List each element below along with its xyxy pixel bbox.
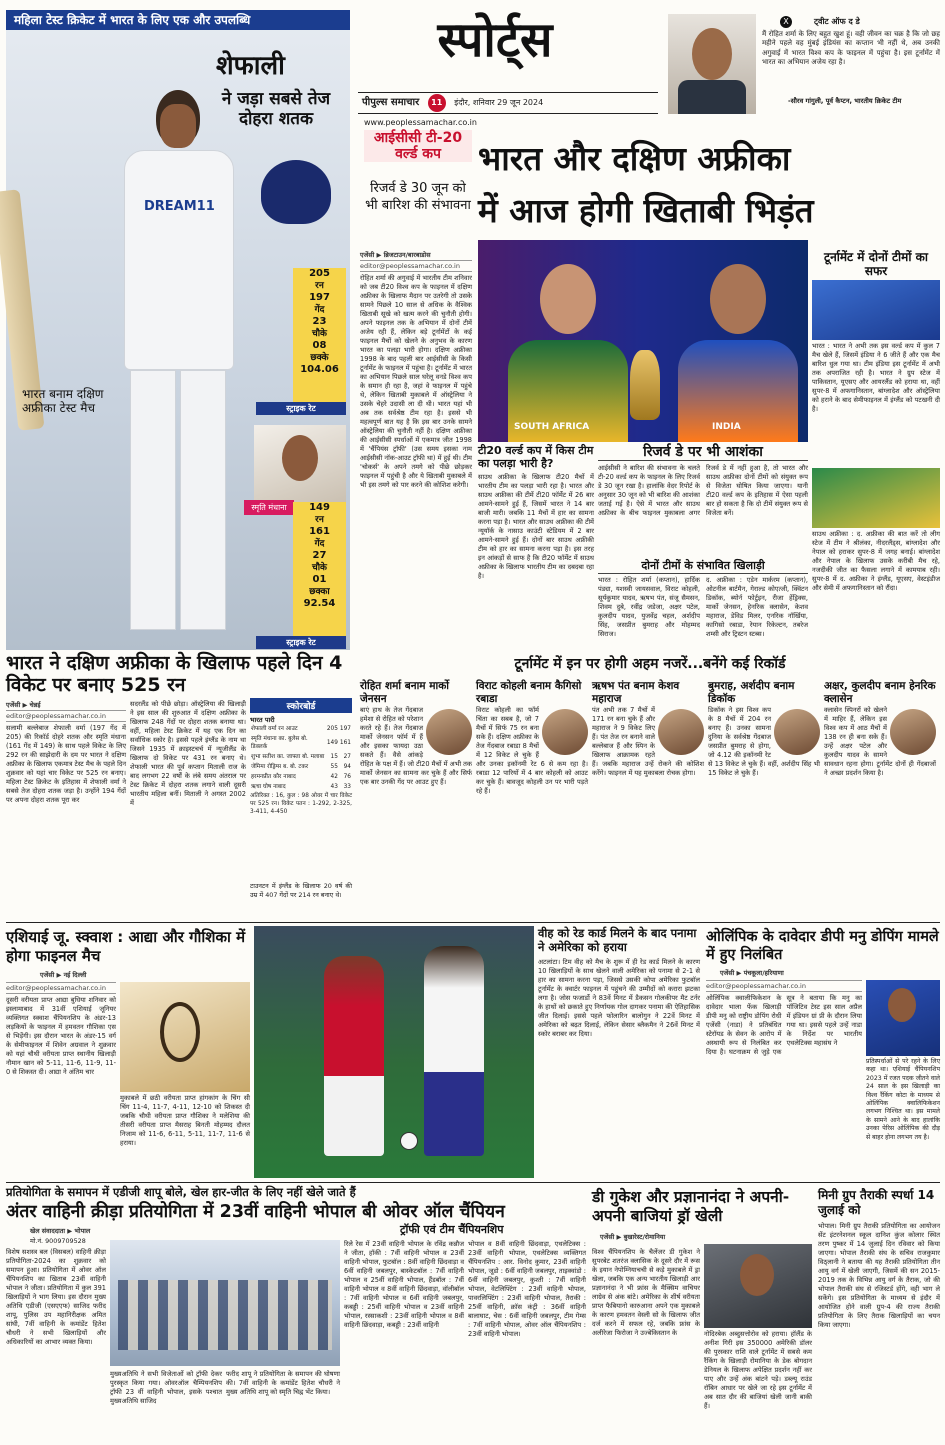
reserve-day	[598, 444, 808, 574]
interbat-col3: फरीद शापू ने प्रतियोगिता के समापन की घोषणा की। 7वीं वाहिनी के कमांडेंट हितेश चौधरी ने मुख्य अतिथि शापू को स्मृति चिह्न भेंट किया।	[226, 1370, 340, 1396]
batter-balls: 94	[343, 764, 351, 770]
smriti-label: स्मृति मंधाना	[244, 500, 294, 515]
batter-name: स्मृति मंधाना का. बुलेस बो. डिक्लर्क	[251, 736, 308, 750]
website: www.peoplessamachar.co.in	[364, 118, 477, 127]
interbat-byline: खेल संवाददाता ▶ भोपाल	[30, 1227, 91, 1235]
batter-balls: 33	[343, 784, 351, 790]
batter-name: शेफाली वर्मा रन आउट	[251, 726, 298, 732]
sa-jersey-text: SOUTH AFRICA	[514, 422, 590, 432]
stat-fours: 23 चौके	[312, 316, 327, 339]
doping-byline: एजेंसी ▶ पंचकूला/हरियाणा	[720, 969, 784, 977]
masthead-title: स्पोर्ट्स	[437, 12, 553, 68]
squash-headline: एशियाई जू. स्क्वाश : आद्या और गौशिका में होगा फाइनल मैच	[6, 928, 246, 965]
smriti-balls: 161 गेंद	[309, 526, 330, 549]
shafali-section	[6, 10, 350, 650]
smriti-fours: 27 चौके	[312, 550, 327, 573]
scoreboard-row	[250, 734, 352, 752]
batter-balls: 76	[343, 774, 351, 780]
india-team-photo	[812, 280, 940, 340]
tweet-label: ट्वीट ऑफ द डे	[814, 17, 860, 26]
scoreboard-row	[250, 782, 352, 792]
stat-balls: 197 गेंद	[309, 292, 330, 315]
chess-col1: विश्व चैंपियनशिप के चैलेंजर डी गुकेश ने सुपरबेट शतरंज क्लासिक के दूसरे दौर में रूस के इयान नेपोम्नियाचची से कड़े मुकाबले में ड्रा खेला, जबकि एक अन्य भारतीय खिलाड़ी आर प्रज्ञानानंदा ने भी फ्रांस के मैक्सिम वाचियर लाग्रेव से अंक बांटे। अमेरिका के शीर्ष वरीयता प्राप्त फैबियानो कारुआना अपने एक मुकाबले के कारण हमवतन वेस्ली सो के खिलाफ जीत दर्ज करने में सफल रहे, जबकि फ्रांस के अलीरेजा फिरोजा ने उज्बेकिस्तान के	[592, 1248, 700, 1337]
ball-icon	[400, 1132, 418, 1150]
mini-body: भोपाल। मिनी ग्रुप तैराकी प्रतियोगिता का आयोजन सेंट इंटरनेशनल स्कूल दानिश कुंज कोलार स्थित तरण पुष्कर में 14 जुलाई दिन रविवार को किया जाएगा। भोपाल तैराकी संघ के सचिव राजकुमार विठ्लानी ने बताया की यह तैराकी प्रतियोगिता तीन आयु वर्ग में खेली जाएगी, जिसमें की सन 2015-2019 तक के विभिन्न आयु वर्ग के तैराक, जो की भोपाल तैराकी संघ से रजिस्टर्ड होंगे, वही भाग ले सकेंगे। इस प्रतियोगिता के माध्यम से इंदौर में आयोजित होने वाली ग्रुप-4 की राज्य तैराकी प्रतियोगिता के लिए तैराक खिलाड़ियों का चयन किया जाएगा।	[818, 1222, 940, 1329]
chess-col2: नोदिरबेक अब्दुसत्तोरोव को हराया। हॉलैंड के अनीश गिरी इस 350000 अमेरिकी डॉलर की पुरस्कार राशि वाले टूर्नामेंट में सबसे कम रैंकिंग के खिलाड़ी रोमानिया के डेक बोगदान डेनियल के खिलाफ अपेक्षित प्रदर्शन नहीं कर पाए और उन्हें अंक बांटने पड़े। डब्ल्यू राउंड रॉबिन आधार पर खेले जा रहे इस टूर्नामेंट में अब सात दौर की बाजियां खेली जानी बाकी हैं।	[704, 1330, 812, 1410]
scoreboard-row	[250, 752, 352, 762]
shafali-headline-text: ने जड़ा सबसे तेज दोहरा शतक	[221, 89, 331, 129]
squash-body: दूसरी वरीयता प्राप्त आद्या बुधिया शनिवार को इस्लामाबाद में 31वीं एशियाई जूनियर व्यक्तिगत स्क्वाश चैंपियनशिप के अंडर-13 लड़कियों के फाइनल में हमवतन गौशिका एस से भिड़ेंगी। इस दौरान भारत के अंडर-15 वर्ग के सेमीफाइनल में शिवेन अग्रवाल ने शुक्रवार को यहां चौथी वरीयता प्राप्त स्थानीय खिलाड़ी नौमान खान को 5-11, 11-6, 11-9, 11-0 से शिकस्त दी। आद्या ने अंतिम चार	[6, 996, 116, 1076]
records-headline: टूर्नामेंट में इन पर होगी अहम नजरें...बनेंगे कई रिकॉर्ड	[514, 656, 786, 672]
main-headline-2: में आज होगी खिताबी भिड़ंत	[478, 191, 814, 230]
panama-story	[538, 926, 700, 1178]
squash-photo	[120, 982, 250, 1092]
top-banner: महिला टेस्ट क्रिकेट में भारत के लिए एक और उपलब्धि	[6, 10, 350, 30]
rain-byline: एजेंसी ▶ ब्रिजटाउन/बारबाडोस	[360, 251, 431, 259]
smriti-sr: 92.54	[303, 598, 336, 609]
gukesh-photo	[704, 1244, 812, 1328]
batter-balls: 27	[343, 754, 351, 760]
reserve-body: आईसीसी ने बारिश की संभावना के चलते टी-20 वर्ल्ड कप के फाइनल के लिए रिजर्व डे 30 जून रखा है। हालांकि वेदर रिपोर्ट के अनुसार 30 जून को भी बारिश की आशंका जताई गई है। ऐसे में भारत और साउथ अफ्रीका के बीच फाइनल मुकाबला अगर रिजर्व डे में नहीं हुआ है, तो भारत और साउथ अफ्रीका दोनों टीमों को संयुक्त रूप से विजेता घोषित किया जाएगा। यानी टी20 वर्ल्ड कप के इतिहास में ऐसा पहली बार हो सकता है कि दो टीमें संयुक्त रूप से विजेता बनें।	[598, 464, 808, 518]
day1-email: editor@peoplessamachar.co.in	[6, 710, 126, 722]
interbat-headline: अंतर वाहिनी क्रीड़ा प्रतियोगिता में 23वीं वाहिनी भोपाल बी ओवर ऑल चैंपियन	[6, 1202, 505, 1222]
day1-byline: एजेंसी ▶ चेन्नई	[6, 701, 41, 709]
shafali-sr-label: स्ट्राइक रेट	[256, 402, 346, 415]
h2h-headline: टी20 वर्ल्ड कप में किस टीम का पलड़ा भारी है?	[478, 444, 594, 470]
smriti-sixes: 01 छक्का	[309, 574, 330, 597]
sa-team-photo	[812, 468, 940, 528]
record-headline: अक्षर, कुलदीप बनाम हेनरिक क्लासेन	[824, 680, 936, 705]
rain-headline: रिजर्व डे 30 जून को भी बारिश की संभावना	[365, 181, 471, 213]
day1-col3: टाउनटन में इंग्लैंड के खिलाफ 20 वर्ष की उम्र में 407 गेंदों पर 214 रन बनाए थे।	[250, 882, 352, 899]
record-body: पंत अभी तक 7 मैचों में 171 रन बना चुके हैं और महाराज ने 9 विकेट लिए हैं। पंत तेज रन बनाने वाले बल्लेबाज हैं और स्पिन के खिलाफ आक्रामक रहते हैं। जबकि महाराज उन्हें रोकने की कोशिश करेंगे। फाइनल में यह मुकाबला रोचक होगा।	[592, 706, 704, 777]
batter-runs: 149	[326, 740, 338, 746]
interbat-col1: विशेष सशस्त्र बल (विसबल) वाहिनी क्रीड़ा प्रतियोगिता-2024 का शुक्रवार को समापन हुआ। प्रतियोगिता में ओवर ऑल चैंपियनशिप का खिताब 23वीं वाहिनी भोपाल ने जीता। प्रतियोगिता में कुल 391 खिलाड़ियों ने भाग लिया। इस दौरान मुख्य अतिथि एडीजी (एसएएफ) साजिद फरीद शापू, पुलिस उप महानिरीक्षक अमित सांघी, 7वीं वाहिनी के कमांडेंट हितेश चौधरी ने सभी खिलाड़ियों और अधिकारियों का आभार व्यक्त किया।	[6, 1248, 106, 1346]
batter-balls: 197	[339, 726, 351, 732]
scoreboard-title: स्कोरबोर्ड	[250, 698, 352, 713]
interbat-mobile: मो.नं. 9009709528	[30, 1237, 86, 1245]
player-figure	[116, 90, 236, 650]
ganguly-photo	[668, 14, 756, 114]
scoreboard-row	[250, 762, 352, 772]
player-headshot	[426, 709, 472, 755]
jersey-sponsor: DREAM11	[144, 199, 215, 214]
paper-name: पीपुल्स समाचार	[362, 97, 420, 108]
record-item	[824, 680, 936, 916]
record-body: विराट कोहली का फॉर्म चिंता का सबब है, जो 7 मैचों में सिर्फ 75 रन बना सके हैं। दक्षिण अफ्रीका के तेज गेंदबाज रबाडा 8 मैचों में 12 विकेट ले चुके हैं और उनका इकॉनमी रेट 6 से कम रहा है। रबाडा 12 पारियों में 4 बार कोहली को आउट कर चुके हैं। बावजूद कोहली उन पर भारी पड़ते रहे हैं।	[476, 706, 588, 795]
sa-captain	[508, 254, 628, 442]
masthead-strip	[358, 92, 658, 127]
tweet-author: -सौरव गांगुली, पूर्व कैप्टन, भारतीय क्रिकेट टीम	[788, 97, 902, 105]
record-item	[476, 680, 588, 916]
scoreboard-row	[250, 772, 352, 782]
batter-name: हरमनप्रीत कौर नाबाद	[251, 774, 296, 780]
rain-body: रोहित शर्मा की अगुवाई में भारतीय टीम शनिवार को जब टी20 विश्व कप के फाइनल में दक्षिण अफ्रीका के खिलाफ मैदान पर उतरेगी तो उसके सामने पिछले 10 साल से अधिक के वैश्विक खिताबी सूखे को खत्म करने की चुनौती होगी। अपने फाइनल तक के अभियान में दोनों टीमें अजेय रही हैं, लेकिन बड़े टूर्नामेंटों के कई फाइनल मैचों को खेलने के अनुभव के कारण भारत का पलड़ा भारी होगा। दक्षिण अफ्रीका 1998 के बाद पहली बार आईसीसी के किसी टूर्नामेंट के फाइनल में पहुंचा है। टूर्नामेंट में भारत का अभियान पिछले साल घरेलू वनडे विश्व कप के समान ही रहा है, जहां वे फाइनल में पहुंचे थे, लेकिन खिताबी मुकाबले में ऑस्ट्रेलिया ने उसके चेहरे उदासी ला दी थी। भारत यहां भी अब तक सर्वश्रेष्ठ टीम रहा है। इससे भी महत्वपूर्ण बात यह है कि इस बार उनके सामने ऑस्ट्रेलिया की चुनौती नहीं है। दक्षिण अफ्रीका की आईसीसी स्पर्धाओं में एकमात्र जीत 1998 में 'चैंपियंस ट्रॉफी' (उस समय इसका नाम आईसीसी नॉक-आउट ट्रॉफी था) में हुई थी। टीम 'चोकर्स' के अपने तमगे को पीछे छोड़कर फाइनल में पहुंची है और ये खिताबी मुकाबले में भी इस तमगे को पार करने की कोशिश करेगी।	[360, 274, 472, 489]
batter-name: ऋचा घोष नाबाद	[251, 784, 286, 790]
tweet-box	[668, 14, 940, 118]
stat-sixes: 08 छक्के	[310, 340, 329, 363]
h2h-body: साउथ अफ्रीका के खिलाफ टी20 मैचों में भारतीय टीम का पलड़ा भारी रहा है। भारत और साउथ अफ्रीका की टीमें टी20 फॉर्मेट में 26 बार आमने-सामने हुई हैं, जिसमें भारत ने 14 बार बाजी मारी। जबकि 11 मैचों में हार का सामना करना पड़ा है। भारत और साउथ अफ्रीका की टीमें न्यूयॉर्क के नासाउ काउंटी स्टेडियम में 2 बार आमने-सामने हुई हैं। दोनों बार साउथ अफ्रीकी टीम को हार का सामना करना पड़ा है। इस तरह इन आंकड़ों से साफ है कि टी20 फॉर्मेट में साउथ अफ्रीका के खिलाफ भारतीय टीम का दबदबा रहा है।	[478, 473, 594, 580]
smriti-sr-label: स्ट्राइक रेट	[256, 636, 346, 649]
record-item	[592, 680, 704, 916]
day1-headline: भारत ने दक्षिण अफ्रीका के खिलाफ पहले दिन 4 विकेट पर बनाए 525 रन	[6, 652, 343, 696]
scoreboard-team: भारत पारी	[250, 716, 275, 724]
xi-sa: द. अफ्रीका : एडेन मार्करम (कप्तान), ओटनील बार्टमैन, गेराल्ड कोएत्जी, क्विंटन डिकॉक, ब्योर्न फोर्टुइन, रीजा हेंड्रिक्स, मार्को जेनसन, हेनरिक क्लासेन, केशव महाराज, डेविड मिलर, एनरिक नॉर्खिया, कागिसो रबाडा, रेयान रिकेल्टन, तबरेज शम्सी और ट्रिस्टन स्टब्स।	[706, 576, 808, 638]
x-logo-icon: X	[780, 16, 792, 28]
shafali-headline-name: शेफाली	[216, 51, 285, 81]
main-headline-1: भारत और दक्षिण अफ्रीका	[478, 139, 791, 178]
interbat-col5: भोपाल व 8वीं वाहिनी छिंदवाड़ा, एथलेटिक्स : 23वीं वाहिनी भोपाल, एथलेटिक्स व्यक्तिगत चैंपियनशिप : आर. विनोद कुमार, 23वीं वाहिनी भोपाल, जूडो : 6वीं वाहिनी जबलपुर, ताइक्वांडो : 6वीं वाहिनी जबलपुर, कुश्ती : 7वीं वाहिनी भोपाल, वेटलिफ्टिंग : 23वीं वाहिनी भोपाल, पावरलिफ्टिंग : 23वीं वाहिनी भोपाल, तैराकी : 25वीं वाहिनी, क्रॉस कंट्री : 36वीं वाहिनी बालाघाट, चेस : 6वीं वाहिनी जबलपुर, टीम गेम्स : 7वीं वाहिनी भोपाल, ओवर ऑल चैंपियनशिप : 23वीं वाहिनी भोपाल।	[468, 1240, 586, 1338]
helmet-icon	[261, 160, 331, 224]
squash-body2: मुकाबले में छठी वरीयता प्राप्त हांगकांग के चिंग सी चिंग 11-4, 11-7, 4-11, 12-10 को शिकस्त दी जबकि चौथी वरीयता प्राप्त गौशिका ने मलेशिया की तीसरी वरीयता प्राप्त मैसराह बिनती मोहम्मद दौलत निजाम को 11-6, 6-11, 5-11, 11-7, 11-6 से हराया।	[120, 1094, 250, 1147]
stat-runs: 205 रन	[309, 268, 330, 291]
captains-photo	[478, 240, 808, 442]
record-item	[708, 680, 820, 916]
squash-byline: एजेंसी ▶ नई दिल्ली	[40, 971, 87, 979]
manu-photo	[866, 980, 940, 1056]
record-item	[360, 680, 472, 916]
batter-name: जेमिमा रोड्रिग्स ब. बो. टकर	[251, 764, 309, 770]
rain-kicker: आईसीसी टी-20 वर्ल्ड कप	[364, 130, 472, 162]
journey-section	[812, 250, 940, 650]
panama-headline: वीह को रेड कार्ड मिलने के बाद पनामा ने अमेरिका को हराया	[538, 926, 697, 954]
player-headshot	[890, 709, 936, 755]
interbat-sub: ट्रॉफी एवं टीम चैंपियनशिप	[400, 1223, 504, 1236]
mini-headline: मिनी ग्रुप तैराकी स्पर्धा 14 जुलाई को	[818, 1188, 935, 1217]
smriti-photo	[254, 425, 346, 505]
shafali-stats	[293, 268, 346, 402]
chess-byline: एजेंसी ▶ बुखारेस्ट/रोमानिया	[600, 1233, 666, 1241]
scoreboard-row	[250, 724, 352, 734]
player-white	[424, 946, 484, 1156]
journey-headline: टूर्नामेंट में दोनों टीमों का सफर	[824, 250, 928, 278]
dateline: इंदौर, शनिवार 29 जून 2024	[454, 98, 544, 107]
smriti-stats	[293, 502, 346, 636]
scoreboard-extra: अतिरिक्त : 16, कुल : 98 ओवर में चार विकेट पर 525 रन। विकेट पतन : 1-292, 2-325, 3-411, 4-450	[250, 793, 352, 815]
journey-india: भारत : भारत ने अभी तक इस वर्ल्ड कप में कुल 7 मैच खेले हैं, जिसमें इंडिया ने 6 जीते हैं और एक मैच बारिश धुल गया था। टीम इंडिया इस टूर्नामेंट में अभी तक अपराजित रही है। भारत ने ग्रुप स्टेज में पाकिस्तान, यूएसए और आयरलैंड को हराया था, वहीं सुपर-8 में अफगानिस्तान, बांग्लादेश और ऑस्ट्रेलिया को हराने के बाद सेमीफाइनल में इंग्लैंड को पटखनी दी है।	[812, 342, 940, 413]
scoreboard	[250, 698, 352, 916]
doping-email: editor@peoplessamachar.co.in	[706, 980, 862, 992]
head-to-head	[478, 444, 594, 650]
player-red	[324, 956, 384, 1156]
doping-headline: ओलिंपिक के दावेदार डीपी मनु डोपिंग मामले में हुए निलंबित	[706, 929, 939, 963]
tweet-text: मैं रोहित शर्मा के लिए बहुत खुश हूं। वही जीवन का चक्र है कि जो छह महीने पहले वह मुंबई इंडियंस का कप्तान भी नहीं थे, अब उनकी अगुवाई में भारत विश्व कप के फाइनल में पहुंचा है। इस टूर्नामेंट में भारत का अभियान अजेय रहा है।	[762, 30, 940, 67]
rain-email: editor@peoplessamachar.co.in	[360, 260, 472, 272]
in-jersey-text: INDIA	[712, 422, 741, 432]
interbat-col2: मुख्यअतिथि ने सभी विजेताओं को ट्रॉफी देकर पुरस्कृत किया गया। ओवरऑल चैम्पियनशिप ट्रॉफी 23 वीं वाहिनी भोपाल, इसके पश्चात मुख्यअतिथि साजिद	[110, 1370, 222, 1405]
batter-runs: 205	[326, 726, 338, 732]
interbat-kicker: प्रतियोगिता के समापन में एडीजी शापू बोले, खेल हार-जीत के लिए नहीं खेले जाते हैं	[6, 1185, 356, 1199]
journey-sa: साउथ अफ्रीका : द. अफ्रीका की बात करें तो लीग स्टेज में टीम ने श्रीलंका, नीदरलैंड्स, बांग्लादेश और नेपाल को हराकर सुपर-8 में जगह बनाई। बांग्लादेश और नेपाल के खिलाफ उसके करीबी मैच रहे, नजदीकी जीत का फैसला लगाने में कामयाब रही। सुपर-8 में द. अफ्रीका ने इंग्लैंड, यूएसए, वेस्टइंडीज और सेमी में अफगानिस्तान को रौंदा।	[812, 530, 940, 592]
reserve-headline: रिजर्व डे पर भी आशंका	[598, 444, 808, 461]
scoreboard-table	[250, 724, 352, 792]
batter-runs: 43	[330, 784, 338, 790]
interbat-photo	[110, 1240, 340, 1366]
records-grid	[360, 680, 940, 916]
xi-india: भारत : रोहित शर्मा (कप्तान), हार्दिक पंड्या, यशस्वी जायसवाल, विराट कोहली, सूर्यकुमार यादव, ऋषभ पंत, संजू सैमसन, शिवम दुबे, रवींद्र जडेजा, अक्षर पटेल, कुलदीप यादव, युजवेंद्र चहल, अर्शदीप सिंह, जसप्रीत बुमराह और मोहम्मद सिराज।	[598, 576, 700, 638]
batter-runs: 15	[330, 754, 338, 760]
record-headline: बुमराह, अर्शदीप बनाम डिकॉक	[708, 680, 795, 705]
batter-runs: 42	[330, 774, 338, 780]
rain-story	[360, 128, 472, 648]
batter-runs: 55	[330, 764, 338, 770]
football-photo	[254, 926, 534, 1178]
chess-headline: डी गुकेश और प्रज्ञानानंदा ने अपनी-अपनी बाजियां ड्रॉ खेली	[592, 1188, 790, 1225]
record-headline: विराट कोहली बनाम कैगिसो रबाडा	[476, 680, 582, 705]
trophy-icon	[630, 350, 660, 420]
batter-name: शुभा सतीश का. जाफ्ता बो. मलाबा	[251, 754, 325, 760]
record-headline: रोहित शर्मा बनाम मार्को जेनसन	[360, 680, 450, 705]
record-body: डिकॉक ने इस विश्व कप के 8 मैचों में 204 रन बनाए हैं। उनका सामना दुनिया के सर्वश्रेष्ठ गेंदबाज जसप्रीत बुमराह से होगा, जो 4.12 की इकॉनमी रेट से 13 विकेट ले चुके हैं। वहीं, अर्शदीप सिंह भी 15 विकेट ले चुके हैं।	[708, 706, 820, 777]
player-headshot	[658, 709, 704, 755]
squash-email: editor@peoplessamachar.co.in	[6, 982, 116, 994]
record-body: बाएं हाथ के तेज गेंदबाज हमेशा से रोहित को परेशान करते रहे हैं। तेज गेंदबाज मार्को जेनसन फॉर्म में हैं और इसका फायदा उठा सकते हैं। वैसे आंकड़े रोहित के पक्ष में हैं। जो टी20 मैचों में अभी तक मार्को जेनसन का सामना कर चुके हैं और सिर्फ एक बार उनकी गेंद पर आउट हुए हैं।	[360, 706, 472, 786]
batter-balls: 161	[339, 740, 351, 746]
day1-col1: सलामी बल्लेबाज शेफाली वर्मा (197 गेंद में 205) की रिकॉर्ड दोहरे शतक और स्मृति मंधाना (161 गेंद में 149) के साथ पहले विकेट के लिए 292 रन की साझेदारी के दम पर भारत ने दक्षिण अफ्रीका के खिलाफ एकमात्र टेस्ट मैच के पहले दिन शुक्रवार को यहां चार विकेट पर 525 रन बनाए। महिला टेस्ट क्रिकेट के इतिहास में शेफाली वर्मा ने सबसे तेज दोहरा शतक जड़ा है। उन्होंने 194 गेंदों पर अपना दोहरा शतक पूरा कर	[6, 724, 126, 804]
xi-headline: दोनों टीमों के संभावित खिलाड़ी	[598, 560, 808, 574]
smriti-runs: 149 रन	[309, 502, 330, 525]
page-number: 11	[428, 94, 446, 112]
match-caption: भारत बनाम दक्षिण अफ्रीका टेस्ट मैच	[22, 387, 104, 415]
player-headshot	[774, 709, 820, 755]
day1-col2: सदरलैंड को पीछे छोड़ा। ऑस्ट्रेलिया की खिलाड़ी ने इस साल की शुरुआत में दक्षिण अफ्रीका के खिलाफ 248 गेंदों पर दोहरा शतक बनाया था। वहीं, महिला टेस्ट क्रिकेट में यह एक दिन का सर्वाधिक स्कोर है। इससे पहले इंग्लैंड के नाम था जिसने 1935 में क्राइस्टचर्च में न्यूजीलैंड के खिलाफ दो विकेट पर 431 रन बनाए थे। शेफाली भारत की पूर्व कप्तान मिताली राज के बाद लगभग 22 वर्षों के लंबे समय अंतराल पर टेस्ट क्रिकेट में दोहरा शतक लगाने वाली दूसरी भारतीय महिला बनीं। मिताली ने अगस्त 2002 में	[130, 700, 246, 807]
doping-col1: ओलिंपिक क्वालीफिकेशन के दावेदार भाला फेंक खिलाड़ी डीपी मनु को राष्ट्रीय डोपिंग रोधी एजेंसी (नाडा) ने प्रतिबंधित स्टेरॉयड के सेवन के आरोप में अस्थायी रूप से निलंबित कर दिया है। घटनाक्रम से जुड़े एक सूत्र ने बताया कि मनु का पॉजिटिव टेस्ट इस साल अप्रैल में इंडियन ग्रां प्री के दौरान लिया गया था। इससे पहले उन्हें नाडा के निर्देश पर भारतीय एथलेटिक्स महासंघ ने	[706, 994, 862, 1056]
racket-icon	[160, 1002, 200, 1062]
doping-col2: प्रतिस्पर्धाओं से परे रहने के लिए कहा था। एशियाई चैंपियनशिप 2023 में रजत पदक जीतने वाले 24 साल के इस खिलाड़ी का विश्व रैंकिंग कोटा के माध्यम से ओलिंपिक क्वालिफिकेशन लगभग निश्चित था। इस मामले के सामने आने के बाद हालांकि उनका पेरिस ओलिंपिक की दौड़ से बाहर होना लगभग तय है।	[866, 1058, 940, 1141]
probable-xi	[598, 560, 808, 652]
panama-body: अटलांटा। टिम वीह को मैच के शुरू में ही रेड कार्ड मिलने के कारण 10 खिलाड़ियों के साथ खेलने वाली अमेरिका को पनामा से 2-1 से हार का सामना करना पड़ा, जिससे उसकी कोपा अमेरिका फुटबॉल टूर्नामेंट के क्वार्टर फाइनल में पहुंचने की उम्मीदों को करारा झटका लगा है। जोस फजार्डो ने 83वें मिनट में डैकसन गोलकीपर मैट टर्नर के हाथों को छकाते हुए निर्णायक गोल दागकर पनामा की ऐतिहासिक जीत दिलाई। इससे पहले फोलारिन बालोगुन ने 22वें मिनट में अमेरिका को बढ़त दिलाई, लेकिन सेसार ब्लैकमैन ने 26वें मिनट में स्कोर बराबर कर दिया।	[538, 958, 700, 1038]
interbat-col4: रिले रेस में 23वीं वाहिनी भोपाल के रविंद्र कन्नौज ने जीता, हॉकी : 7वीं वाहिनी भोपाल व 23वीं वाहिनी भोपाल, फुटबॉल : 8वीं वाहिनी छिंदवाड़ा व 6वीं वाहिनी जबलपुर, बास्केटबॉल : 7वीं वाहिनी भोपाल व 25वीं वाहिनी भोपाल, हैंडबॉल : 7वीं वाहिनी भोपाल व 8वीं वाहिनी छिंदवाड़ा, वॉलीबॉल : 7वीं वाहिनी भोपाल व 6वीं वाहिनी जबलपुर, कबड्डी : 25वीं वाहिनी भोपाल व 23वीं वाहिनी भोपाल, रस्साकशी : 23वीं वाहिनी भोपाल व 8वीं वाहिनी छिंदवाड़ा, कबड्डी : 23वीं वाहिनी	[344, 1240, 464, 1329]
player-headshot	[542, 709, 588, 755]
stat-sr: 104.06	[300, 364, 339, 375]
record-body: क्लासेन स्पिनरों को खेलने में माहिर हैं, लेकिन इस विश्व कप में आठ मैचों में 138 रन ही बना सके हैं। उन्हें अक्षर पटेल और कुलदीप यादव के सामने सावधान रहना होगा। टूर्नामेंट दोनों ही गेंदबाजों ने अच्छा प्रदर्शन किया है।	[824, 706, 936, 777]
in-captain	[678, 254, 798, 442]
record-headline: ऋषभ पंत बनाम केशव महाराज	[592, 680, 680, 705]
